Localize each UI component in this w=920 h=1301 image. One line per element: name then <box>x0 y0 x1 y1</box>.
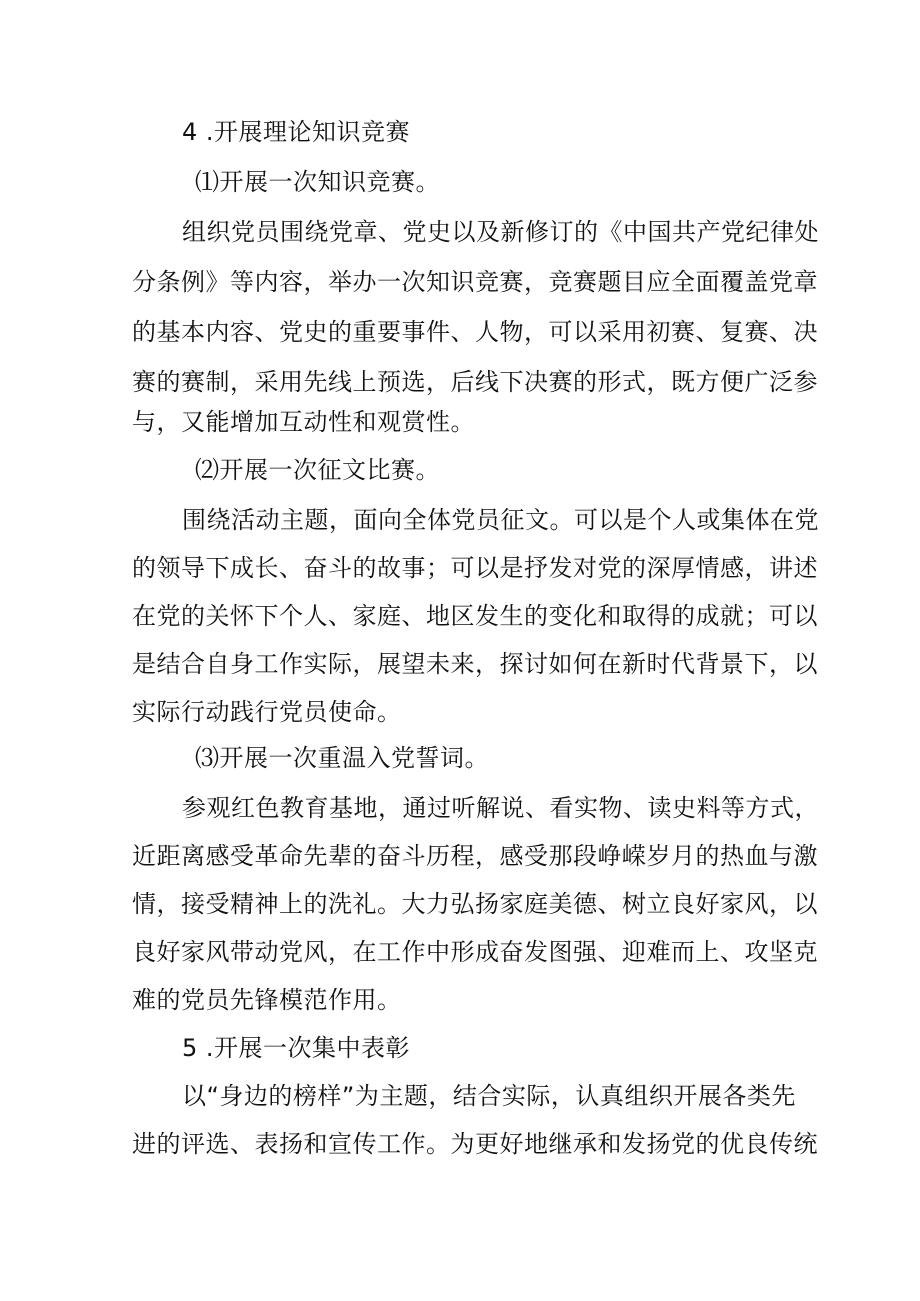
subsection-heading: ⑵开展一次征文比赛。 <box>195 456 440 484</box>
paragraph-line: 参观红色教育基地，通过听解说、看实物、读史料等方式， <box>182 794 819 822</box>
paragraph-line: 与，又能增加互动性和观赏性。 <box>132 408 475 436</box>
paragraph-line: 近距离感受革命先辈的奋斗历程，感受那段峥嵘岁月的热血与激 <box>132 842 818 870</box>
subsection-heading: ⑶开展一次重温入党誓词。 <box>195 744 489 772</box>
paragraph-line: 在党的关怀下个人、家庭、地区发生的变化和取得的成就；可以 <box>132 602 818 630</box>
subsection-heading: ⑴开展一次知识竞赛。 <box>195 168 440 196</box>
paragraph-line: 的领导下成长、奋斗的故事；可以是抒发对党的深厚情感，讲述 <box>132 554 818 582</box>
paragraph-line: 以“身边的榜样”为主题，结合实际，认真组织开展各类先 <box>182 1082 796 1110</box>
paragraph-line: 良好家风带动党风，在工作中形成奋发图强、迎难而上、攻坚克 <box>132 938 818 966</box>
paragraph-line: 进的评选、表扬和宣传工作。为更好地继承和发扬党的优良传统 <box>132 1130 818 1158</box>
paragraph-line: 的基本内容、党史的重要事件、人物，可以采用初赛、复赛、决 <box>132 318 818 346</box>
paragraph-line: 情，接受精神上的洗礼。大力弘扬家庭美德、树立良好家风，以 <box>132 890 818 918</box>
paragraph-line: 实际行动践行党员使命。 <box>132 698 402 726</box>
paragraph-line: 围绕活动主题，面向全体党员征文。可以是个人或集体在党 <box>182 506 819 534</box>
section-heading: 4 .开展理论知识竞赛 <box>182 118 411 146</box>
paragraph-line: 是结合自身工作实际，展望未来，探讨如何在新时代背景下，以 <box>132 650 818 678</box>
section-heading: 5 .开展一次集中表彰 <box>182 1034 411 1062</box>
paragraph-line: 组织党员围绕党章、党史以及新修订的《中国共产党纪律处 <box>182 218 819 246</box>
paragraph-line: 分条例》等内容，举办一次知识竞赛，竞赛题目应全面覆盖党章 <box>132 268 818 296</box>
paragraph-line: 难的党员先锋模范作用。 <box>132 986 402 1014</box>
paragraph-line: 赛的赛制，采用先线上预选，后线下决赛的形式，既方便广泛参 <box>132 368 818 396</box>
